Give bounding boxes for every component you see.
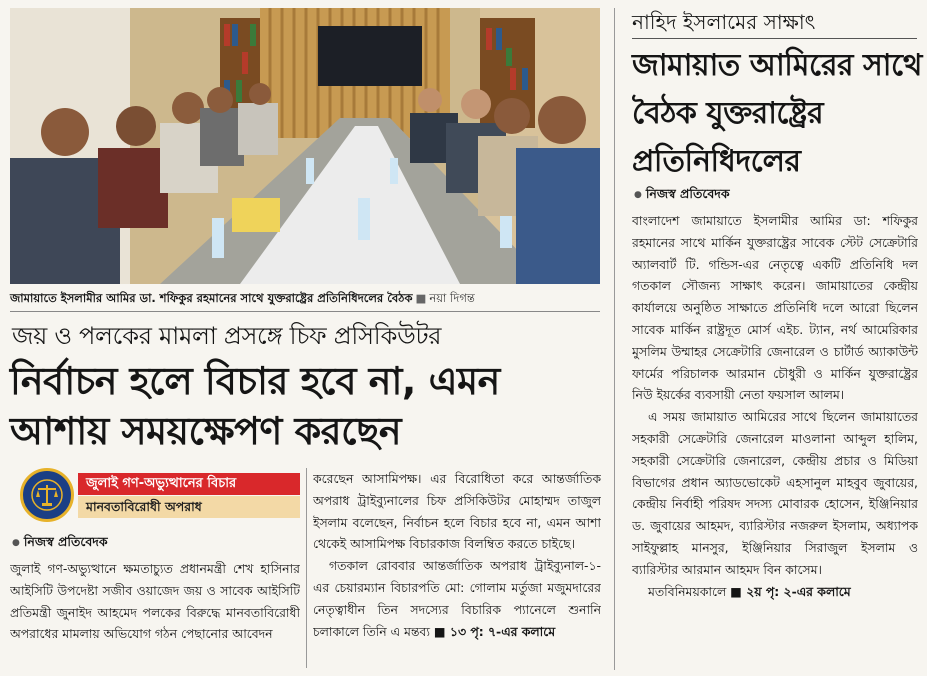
- left-story-col1: [10, 558, 300, 670]
- byline-bullet-icon: ●: [634, 190, 642, 200]
- left-continued[interactable]: ■ ১৩ পৃ: ৭-এর কলামে: [433, 623, 556, 639]
- kicker-underline: [632, 38, 917, 39]
- story-divider: [614, 8, 615, 670]
- photo-credit: নয়া দিগন্ত: [429, 291, 475, 305]
- left-story-col2: [313, 468, 601, 670]
- meeting-photo: [10, 8, 600, 284]
- photo-caption: [10, 290, 600, 309]
- left-byline-text: নিজস্ব প্রতিবেদক: [23, 534, 108, 549]
- right-para3: [632, 581, 918, 603]
- left-story-headline: নির্বাচন হলে বিচার হবে না, এমন আশায় সময়ক্ষেপণ করছেন: [10, 359, 500, 453]
- column-divider: [306, 468, 307, 668]
- right-continued[interactable]: ■ ২য় পৃ: ২-এর কলামে: [730, 583, 851, 599]
- left-col1-text: জুলাই গণ-অভ্যুত্থানে ক্ষমতাচ্যুত প্রধানমন্ত্রী শেখ হাসিনার আইসিটি উপদেষ্টা সজীব ওয়াজেদ জয় ও সাবেক আইসিটি প্রতিমন্ত্রী জুনাইদ আহমেদ পলকের বিরুদ্ধে মানবতাবিরোধী অপরাধের মামলায় অভিযোগ গঠন পেছানোর আবেদন: [10, 561, 300, 642]
- right-story-headline: জামায়াত আমিরের সাথে বৈঠক যুক্তরাষ্ট্রের প্রতিনিধিদলের: [632, 48, 922, 179]
- tribunal-seal-icon: [20, 468, 74, 522]
- right-continued-text: ২য় পৃ: ২-এর কলামে: [746, 583, 851, 599]
- photo-divider: [10, 311, 600, 312]
- byline-bullet-icon: ●: [12, 538, 20, 548]
- meeting-photo-illustration: [10, 8, 600, 284]
- right-para3-text: মতবিনিময়কালে: [648, 583, 727, 599]
- badge-line2: মানবতাবিরোধী অপরাধ: [78, 496, 300, 518]
- right-story-kicker: নাহিদ ইসলামের সাক্ষাৎ: [632, 10, 816, 34]
- right-para2: এ সময় জামায়াত আমিরের সাথে ছিলেন জামায়াতের সহকারী সেক্রেটারি জেনারেল মাওলানা আব্দুল হালিম, সহকারী সেক্রেটারি জেনারেল, কেন্দ্রীয় প্রচার ও মিডিয়া বিভাগের প্রধান অ্যাডভোকেট এহসানুল মাহবুব জুবায়ের, কেন্দ্রীয় নির্বাহী পরিষদ সদস্য মোবারক হোসেন, ইঞ্জিনিয়ার ড. জুবায়ের আহমদ, ব্যারিস্টার নজরুল ইসলাম, অধ্যাপক সাইফুল্লাহ মানসুর, ইঞ্জিনিয়ার সিরাজুল ইসলাম ও ব্যারিস্টার আরমান আহমদ বিন কাসেম।: [632, 409, 918, 577]
- left-story-kicker: জয় ও পলকের মামলা প্রসঙ্গে চিফ প্রসিকিউটর: [12, 322, 442, 350]
- right-story-byline: [634, 186, 730, 206]
- photo-caption-text: জামায়াতে ইসলামীর আমির ডা. শফিকুর রহমানের সাথে যুক্তরাষ্ট্রের প্রতিনিধিদলের বৈঠক: [10, 291, 413, 305]
- left-col2-para1: করেছেন আসামিপক্ষ। এর বিরোধিতা করে আন্তর্জাতিক অপরাধ ট্রাইব্যুনালের চিফ প্রসিকিউটর মোহাম্মদ তাজুল ইসলাম বলেছেন, নির্বাচন হলে বিচার হবে না, এমন আশা থেকেই আসামিপক্ষ বিচারকাজ বিলম্বিত করতে চাইছে।: [313, 471, 601, 552]
- right-para1: বাংলাদেশ জামায়াতে ইসলামীর আমির ডা: শফিকুর রহমানের সাথে মার্কিন যুক্তরাষ্ট্রের সাবেক স্টেট সেক্রেটারি অ্যালবার্ট টি. গন্ডিস-এর নেতৃত্বে একটি প্রতিনিধি দল গতকাল সৌজন্য সাক্ষাৎ করেন। জামায়াতের কেন্দ্রীয় কার্যালয়ে অনুষ্ঠিত সাক্ষাতে প্রতিনিধি দলে আরো ছিলেন সাবেক মার্কিন রাষ্ট্রদূত মোর্স এইচ. ট্যান, নর্থ আমেরিকার মুসলিম উম্মাহর সেক্রেটারি জেনারেল ও চার্টার্ড অ্যাকাউন্ট ফার্মের পরিচালক আরমান চৌধুরী ও মার্কিন যুক্তরাষ্ট্রের নিউ ইয়র্কের ব্যবসায়ী নেতা ফয়সাল আলম।: [632, 213, 918, 403]
- left-col2-para2-text: গতকাল রোববার আন্তর্জাতিক অপরাধ ট্রাইব্যুনাল-১-এর চেয়ারম্যান বিচারপতি মো: গোলাম মর্তুজা মজুমদারের নেতৃত্বাধীন তিন সদস্যের বিচারিক প্যানেলে শুনানি চলাকালে তিনি এ মন্তব্য: [313, 558, 601, 639]
- left-continued-text: ১৩ পৃ: ৭-এর কলামে: [449, 623, 556, 639]
- left-story-byline: [12, 534, 108, 554]
- badge-line1: জুলাই গণ-অভ্যুত্থানের বিচার: [78, 473, 300, 495]
- left-col2-para2: [313, 555, 601, 642]
- right-byline-text: নিজস্ব প্রতিবেদক: [645, 186, 730, 201]
- caption-separator-icon: ■: [415, 291, 427, 305]
- section-badge: [10, 467, 300, 525]
- right-story-body: [632, 210, 918, 670]
